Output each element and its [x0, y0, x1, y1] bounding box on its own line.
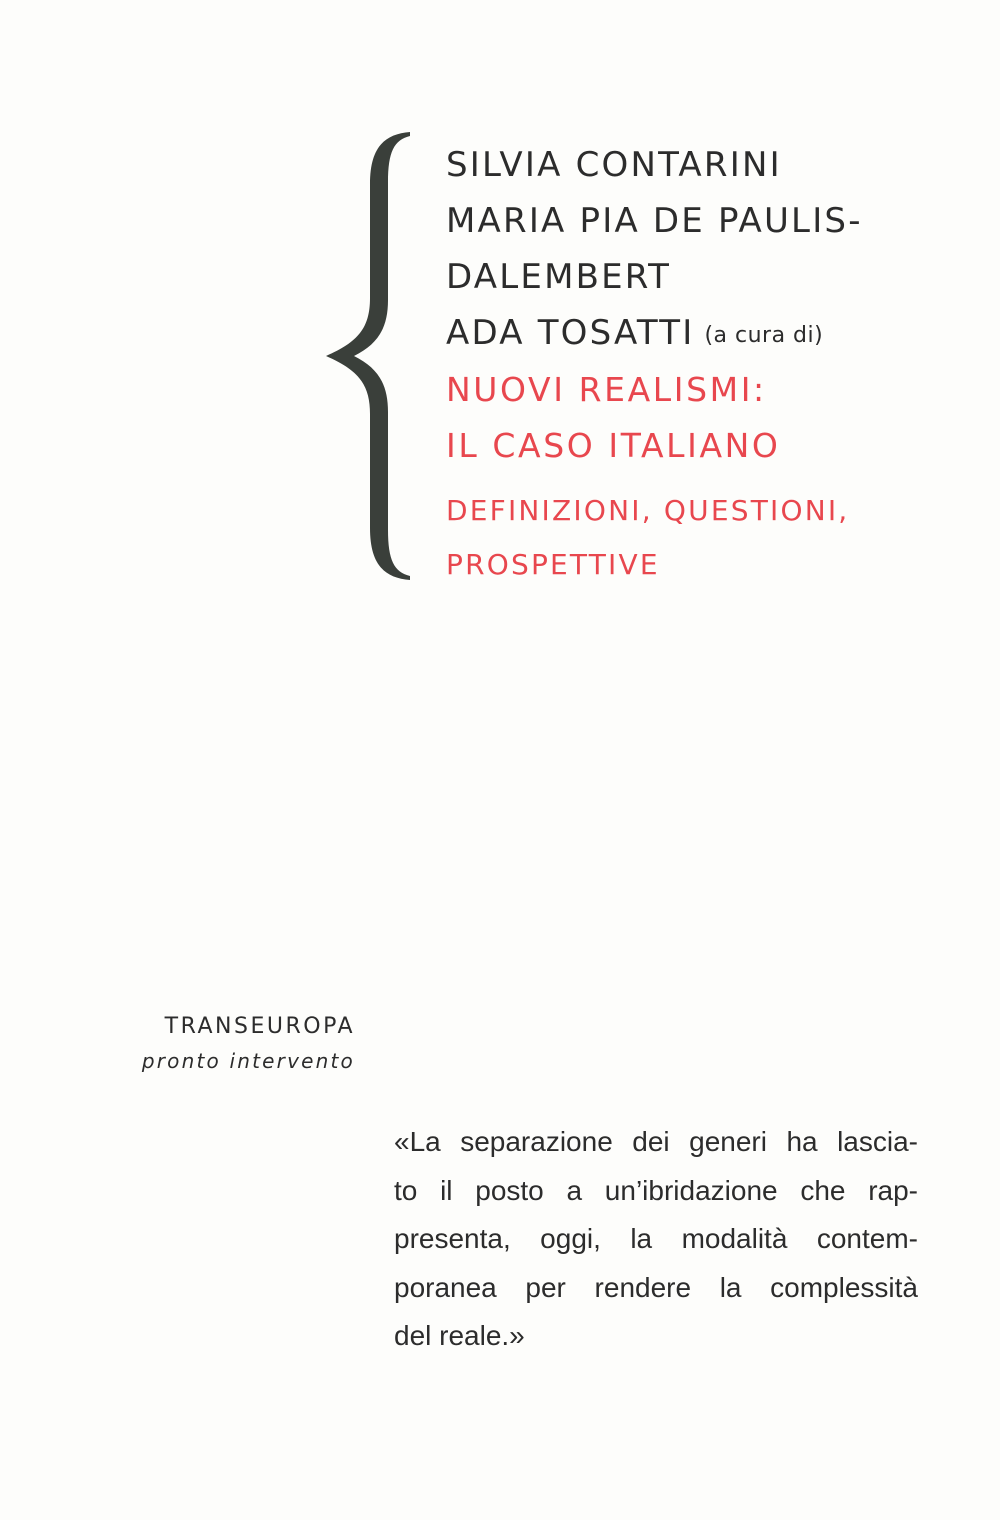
quote-line: to il posto a un’ibridazione che rap- — [394, 1174, 918, 1206]
curly-brace-ornament — [318, 132, 418, 580]
editors-block — [446, 137, 986, 364]
book-subtitle — [446, 484, 986, 592]
quote-line: presenta, oggi, la modalità contem- — [394, 1223, 918, 1254]
editor-name: MARIA PIA DE PAULIS- — [446, 201, 863, 241]
publisher-name: TRANSEUROPA — [164, 1014, 355, 1039]
title-line: NUOVI REALISMI: — [446, 370, 767, 409]
book-title — [446, 362, 986, 474]
curator-note: (a cura di) — [704, 323, 824, 348]
blurb-quote — [394, 1118, 918, 1361]
series-name: pronto intervento — [141, 1049, 355, 1073]
publisher-block — [100, 1010, 355, 1078]
subtitle-line: DEFINIZIONI, QUESTIONI, — [446, 494, 850, 527]
quote-line: poranea per rendere la complessità — [394, 1271, 918, 1303]
editor-name: ADA TOSATTI — [446, 313, 695, 353]
quote-line: «La separazione dei generi ha lascia- — [394, 1126, 918, 1157]
subtitle-line: PROSPETTIVE — [446, 548, 660, 581]
quote-line: del reale.» — [394, 1320, 525, 1351]
editor-name: SILVIA CONTARINI — [446, 145, 782, 185]
title-line: IL CASO ITALIANO — [446, 426, 781, 465]
editor-name-last — [446, 305, 986, 364]
editor-name: DALEMBERT — [446, 257, 672, 297]
